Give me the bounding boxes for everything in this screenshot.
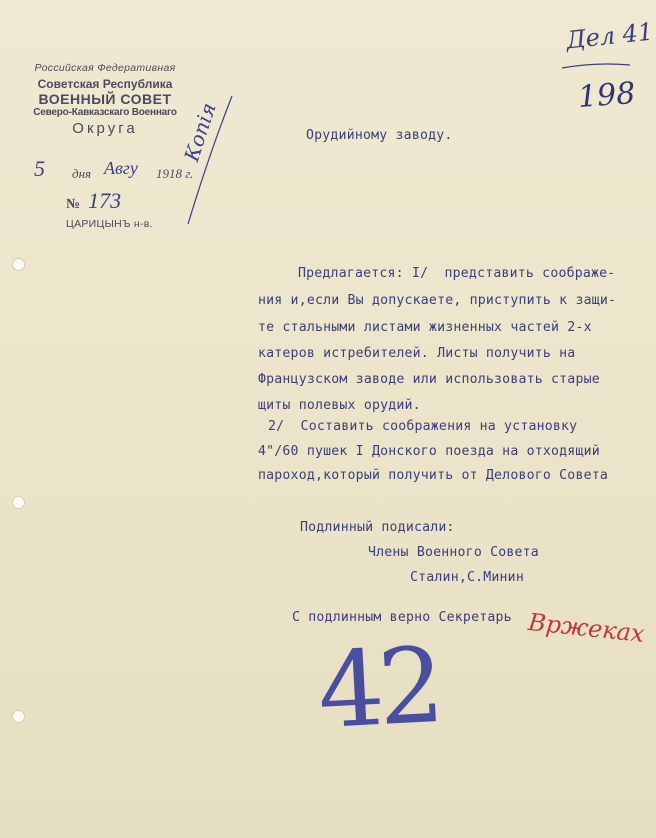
number-label: № [66,197,81,212]
signatures-names: Сталин,С.Минин [410,570,524,585]
certification-line: С подлинным верно Секретарь [292,610,512,625]
letterhead [20,62,190,137]
punch-hole [12,496,25,509]
date-word: дня [72,166,92,181]
date-year: 1918 г. [156,166,194,181]
letterhead-line5: Округа [72,120,138,137]
archive-number-handwritten: 42 [314,623,442,753]
secretary-signature: Вржеках [526,607,646,649]
body-line: Французском заводе или использовать старые [258,372,600,387]
addressee: Орудийному заводу. [306,128,453,143]
body-line: ния и,если Вы допускаете, приступить к защи- [258,293,617,308]
city-line: ЦАРИЦЫНЪ н-в. [66,218,153,230]
document-number [66,188,121,214]
body-line: пароход,который получить от Делового Совета [258,468,609,483]
letterhead-line3: ВОЕННЫЙ СОВЕТ [38,91,172,107]
letterhead-line4: Северо-Кавказскаго Военнаго [33,107,177,118]
letterhead-line2: Советская Республика [37,77,173,91]
body-line: те стальными листами жизненных частей 2-х [258,320,592,335]
page-number-handwritten: 198 [576,76,637,115]
body-line: щиты полевых орудий. [258,398,421,413]
archive-ref-handwritten: Дел 41 [564,17,655,55]
copy-stamp-handwritten: Копія [179,99,221,165]
body-line: катеров истребителей. Листы получить на [258,346,576,361]
body-line: Предлагается: I/ представить соображе- [298,266,616,281]
letterhead-line1: Российская Федеративная [34,62,176,74]
signatures-council: Члены Военного Совета [368,545,539,560]
ref-underline [560,62,632,70]
punch-hole [12,710,25,723]
body-line: 4"/60 пушек I Донского поезда на отходящий [258,444,600,459]
punch-hole [12,258,25,271]
signatures-heading: Подлинный подисали: [300,520,455,535]
body-line: 2/ Составить соображения на установку [268,419,578,434]
copy-stamp-stroke [180,92,240,232]
date-day: 5 [34,156,45,181]
date-month: Авгу [104,158,138,178]
number-value: 173 [88,188,122,213]
